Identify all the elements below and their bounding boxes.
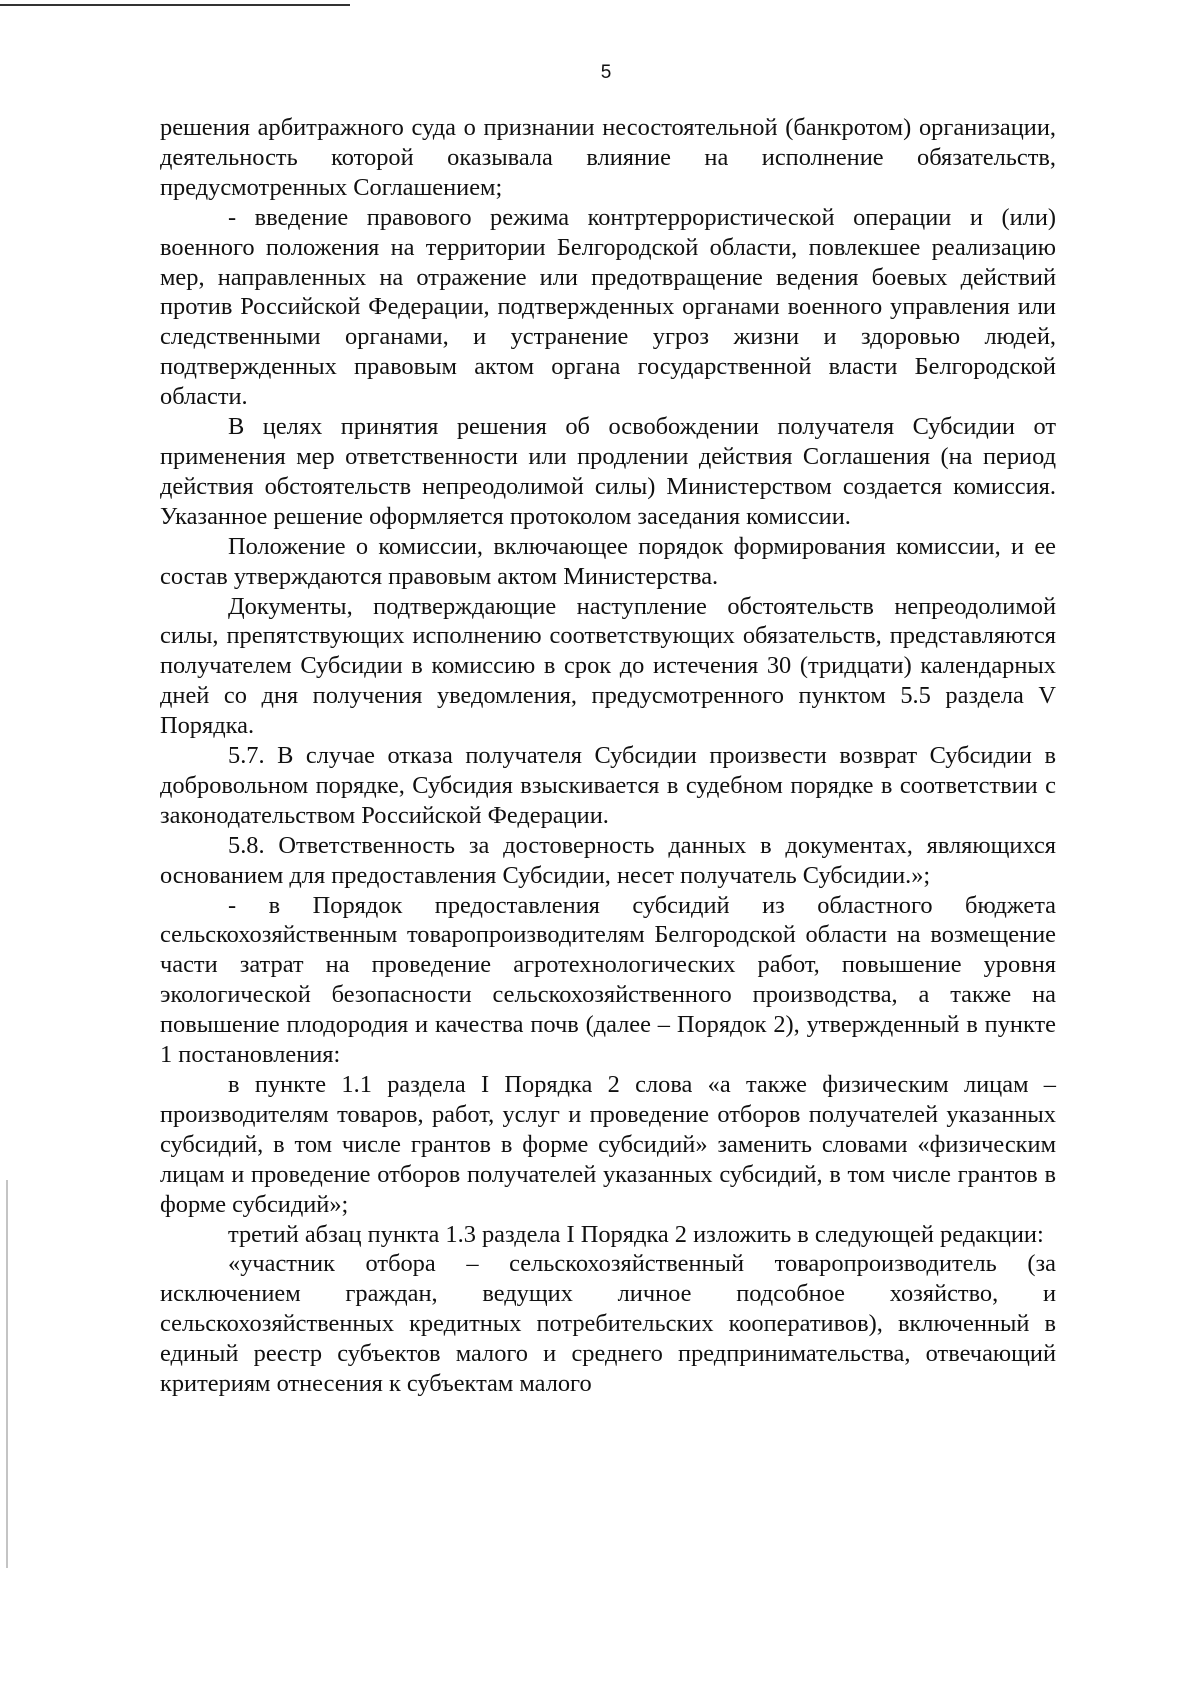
paragraph: В целях принятия решения об освобождении получателя Субсидии от применения мер ответственности или продлении действия Соглашения (на период действия обстоятельств непреодолимой силы) Министерством создается комиссия. Указанное решение оформляется протоколом заседания комиссии.: [160, 413, 1056, 530]
paragraph: 5.8. Ответственность за достоверность данных в документах, являющихся основанием для предоставления Субсидии, несет получатель Субсидии.»;: [160, 831, 1056, 889]
paragraph: «участник отбора – сельскохозяйственный товаропроизводитель (за исключением граждан, ведущих личное подсобное хозяйство, и сельскохозяйственных кредитных потребительских кооперативов), включенный в единый реестр субъектов малого и среднего предпринимательства, отвечающий критериям отнесения к субъектам малого: [160, 1250, 1056, 1398]
paragraph: решения арбитражного суда о признании несостоятельной (банкротом) организации, деятельность которой оказывала влияние на исполнение обязательств, предусмотренных Соглашением;: [160, 114, 1056, 201]
paragraph: Документы, подтверждающие наступление обстоятельств непреодолимой силы, препятствующих исполнению соответствующих обязательств, представляются получателем Субсидии в комиссию в срок до истечения 30 (тридцати) календарных дней со дня получения уведомления, предусмотренного пунктом 5.5 раздела V Порядка.: [160, 592, 1056, 740]
paragraph: в пункте 1.1 раздела I Порядка 2 слова «а также физическим лицам – производителям товаров, работ, услуг и проведение отборов получателей указанных субсидий, в том числе грантов в форме субсидий» заменить словами «физическим лицам и проведение отборов получателей указанных субсидий, в том числе грантов в форме субсидий»;: [160, 1071, 1056, 1218]
paragraph: третий абзац пункта 1.3 раздела I Порядка 2 изложить в следующей редакции:: [228, 1220, 1044, 1248]
paragraph: Положение о комиссии, включающее порядок формирования комиссии, и ее состав утверждаются правовым актом Министерства.: [160, 532, 1056, 590]
scan-edge-line: [6, 1180, 8, 1568]
page-number: 5: [600, 62, 612, 83]
paragraph: - введение правового режима контртеррористической операции и (или) военного положения на территории Белгородской области, повлекшее реализацию мер, направленных на отражение или предотвращение ведения боевых действий против Российской Федерации, подтвержденных органами военного управления или следственными органами, и устранение угроз жизни и здоровью людей, подтвержденных правовым актом органа государственной власти Белгородской области.: [160, 203, 1056, 411]
paragraph: 5.7. В случае отказа получателя Субсидии произвести возврат Субсидии в добровольном порядке, Субсидия взыскивается в судебном порядке в соответствии с законодательством Российской Федерации.: [160, 742, 1056, 829]
scan-edge-line: [0, 4, 350, 6]
document-body: [160, 113, 1056, 1399]
paragraph: - в Порядок предоставления субсидий из областного бюджета сельскохозяйственным товаропроизводителям Белгородской области на возмещение части затрат на проведение агротехнологических работ, повышение уровня экологической безопасности сельскохозяйственного производства, а также на повышение плодородия и качества почв (далее – Порядок 2), утвержденный в пункте 1 постановления:: [160, 891, 1056, 1069]
